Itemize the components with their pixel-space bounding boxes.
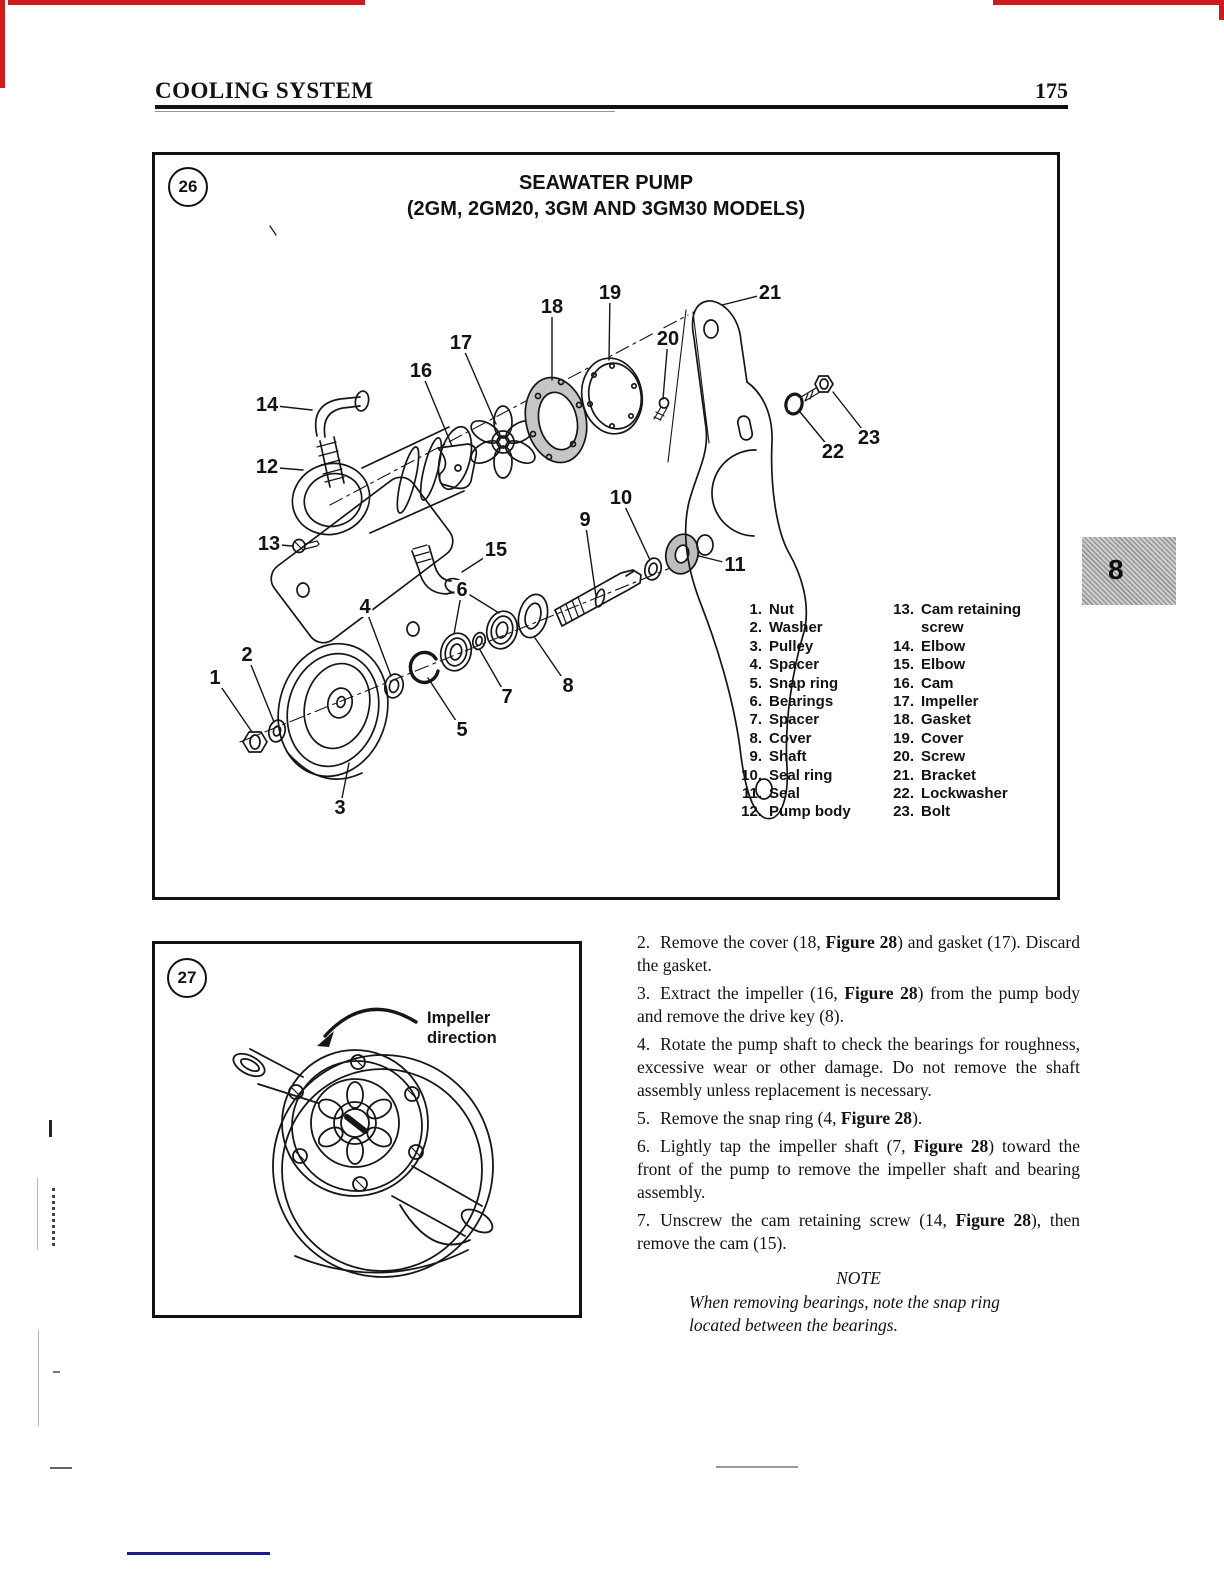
parts-list-item: 8. Cover bbox=[749, 729, 812, 747]
parts-list-column-2 bbox=[884, 601, 1062, 822]
callout-number: 22 bbox=[821, 441, 845, 463]
part-bearing bbox=[437, 630, 475, 674]
parts-list-item: 19. Cover bbox=[893, 729, 964, 747]
callout-number: 21 bbox=[758, 282, 782, 304]
parts-list-item: 21. Bracket bbox=[893, 766, 977, 784]
part-elbow-15 bbox=[412, 545, 467, 596]
parts-list-item: 20. Screw bbox=[893, 748, 966, 766]
chapter-tab bbox=[1082, 537, 1176, 605]
faint-rule-artifact bbox=[716, 1466, 798, 1468]
margin-artifact bbox=[38, 1330, 39, 1426]
part-lockwasher bbox=[784, 392, 804, 415]
margin-artifact bbox=[52, 1188, 55, 1246]
part-elbow-14 bbox=[316, 390, 370, 487]
callout-number: 10 bbox=[609, 487, 633, 509]
margin-artifact bbox=[37, 1178, 38, 1250]
parts-list-column-1 bbox=[732, 601, 884, 822]
callout-number: 9 bbox=[579, 509, 591, 531]
callout-number: 11 bbox=[724, 554, 746, 576]
page-title: COOLING SYSTEM bbox=[155, 78, 374, 103]
figure-26-title-block bbox=[152, 170, 1060, 222]
part-pump-body bbox=[265, 423, 477, 649]
part-bolt bbox=[801, 376, 833, 401]
figure-27-number: 27 bbox=[177, 968, 197, 987]
part-pulley bbox=[264, 632, 401, 788]
parts-list-item: 18. Gasket bbox=[893, 711, 972, 729]
parts-list-item: 14. Elbow bbox=[893, 637, 966, 655]
figure-26-number: 26 bbox=[178, 177, 198, 196]
instruction-step: 5. Remove the snap ring (4, Figure 28). bbox=[637, 1108, 923, 1128]
instruction-step: 2. Remove the cover (18, Figure 28) and gasket (17). Discard the gasket. bbox=[637, 932, 1080, 975]
parts-list-item: 23. Bolt bbox=[893, 803, 951, 821]
note-block bbox=[637, 1267, 1080, 1337]
figure-26-subtitle: (2GM, 2GM20, 3GM AND 3GM30 MODELS) bbox=[406, 198, 806, 220]
parts-list-item: 6. Bearings bbox=[749, 693, 834, 711]
callout-number: 20 bbox=[656, 328, 680, 350]
header-rule bbox=[155, 105, 1068, 109]
margin-artifact bbox=[50, 1467, 72, 1469]
parts-list-item: 10. Seal ring bbox=[741, 766, 833, 784]
parts-list-item: 4. Spacer bbox=[749, 656, 820, 674]
instruction-step: 3. Extract the impeller (16, Figure 28) from the pump body and remove the drive key (8). bbox=[637, 983, 1080, 1026]
parts-list-item: 1. Nut bbox=[749, 601, 794, 618]
page-number: 175 bbox=[1035, 78, 1068, 103]
parts-list-item: 3. Pulley bbox=[749, 637, 814, 655]
parts-list-item: 5. Snap ring bbox=[749, 674, 839, 692]
parts-list-item: 17. Impeller bbox=[893, 693, 979, 711]
callout-number: 19 bbox=[598, 282, 622, 304]
rotation-arrow bbox=[317, 1009, 416, 1047]
callout-number: 15 bbox=[484, 539, 508, 561]
parts-list-item: 22. Lockwasher bbox=[893, 785, 1008, 803]
stray-mark bbox=[270, 226, 276, 235]
pump-drawing bbox=[230, 1049, 496, 1277]
parts-list-item: 7. Spacer bbox=[749, 711, 820, 729]
callout-number: 7 bbox=[501, 686, 513, 708]
projection-lines bbox=[668, 310, 709, 462]
margin-artifact bbox=[53, 1371, 60, 1373]
callout-number: 8 bbox=[562, 675, 574, 697]
parts-list-item: 11. Seal bbox=[741, 785, 800, 803]
callout-number: 1 bbox=[209, 667, 221, 689]
parts-list-item: 13. Cam retaining screw bbox=[893, 601, 1022, 637]
figure-26-title: SEAWATER PUMP bbox=[518, 172, 694, 194]
page-edge-red-mark bbox=[8, 0, 365, 5]
part-bearing bbox=[483, 608, 521, 652]
callout-number: 4 bbox=[359, 596, 371, 618]
parts-list-item: 2. Washer bbox=[749, 619, 823, 637]
impeller-face bbox=[311, 1079, 399, 1167]
figure-27-badge bbox=[167, 958, 207, 998]
header-rule-shadow bbox=[155, 111, 615, 112]
callout-number: 12 bbox=[255, 456, 279, 478]
callout-number: 17 bbox=[449, 332, 473, 354]
page-edge-red-mark bbox=[1219, 0, 1224, 20]
parts-list bbox=[732, 601, 1062, 822]
part-nut bbox=[243, 732, 267, 752]
note-body: When removing bearings, note the snap ring located between the bearings. bbox=[689, 1292, 1000, 1335]
part-seal bbox=[662, 531, 703, 578]
parts-list-item: 15. Elbow bbox=[893, 656, 966, 674]
page-edge-red-mark bbox=[0, 0, 5, 88]
callout-number: 16 bbox=[409, 360, 433, 382]
parts-list-item: 12. Pump body bbox=[741, 803, 851, 821]
page-edge-red-mark bbox=[993, 0, 1224, 5]
callout-number: 23 bbox=[857, 427, 881, 449]
callout-number: 2 bbox=[241, 644, 253, 666]
part-screw-20 bbox=[654, 398, 669, 420]
callout-number: 18 bbox=[540, 296, 564, 318]
instruction-step: 6. Lightly tap the impeller shaft (7, Figure 28) toward the front of the pump to remove the impeller shaft and bearing assembly. bbox=[637, 1136, 1080, 1202]
part-cover-8 bbox=[514, 591, 552, 640]
margin-artifact bbox=[49, 1120, 52, 1137]
part-washer bbox=[267, 718, 288, 743]
instruction-step: 7. Unscrew the cam retaining screw (14, Figure 28), then remove the cam (15). bbox=[637, 1210, 1080, 1253]
instruction-step: 4. Rotate the pump shaft to check the bearings for roughness, excessive wear or other damage. Do not remove the shaft assembly unless replacement is necessary. bbox=[637, 1034, 1080, 1100]
callout-number: 5 bbox=[456, 719, 468, 741]
callout-number: 13 bbox=[257, 533, 281, 555]
note-title: NOTE bbox=[836, 1268, 881, 1288]
impeller-direction-diagram bbox=[152, 941, 582, 1318]
part-shaft bbox=[555, 570, 641, 626]
chapter-tab-number: 8 bbox=[1108, 554, 1124, 585]
instruction-steps bbox=[637, 931, 1080, 1337]
callout-number: 3 bbox=[334, 797, 346, 819]
centerline bbox=[240, 556, 700, 742]
impeller-direction-label: Impeller direction bbox=[427, 1009, 497, 1047]
parts-list-item: 9. Shaft bbox=[749, 748, 807, 766]
callout-number: 6 bbox=[456, 579, 468, 601]
callout-number: 14 bbox=[255, 394, 279, 416]
parts-list-item: 16. Cam bbox=[893, 674, 954, 692]
footer-blue-line bbox=[127, 1552, 270, 1555]
